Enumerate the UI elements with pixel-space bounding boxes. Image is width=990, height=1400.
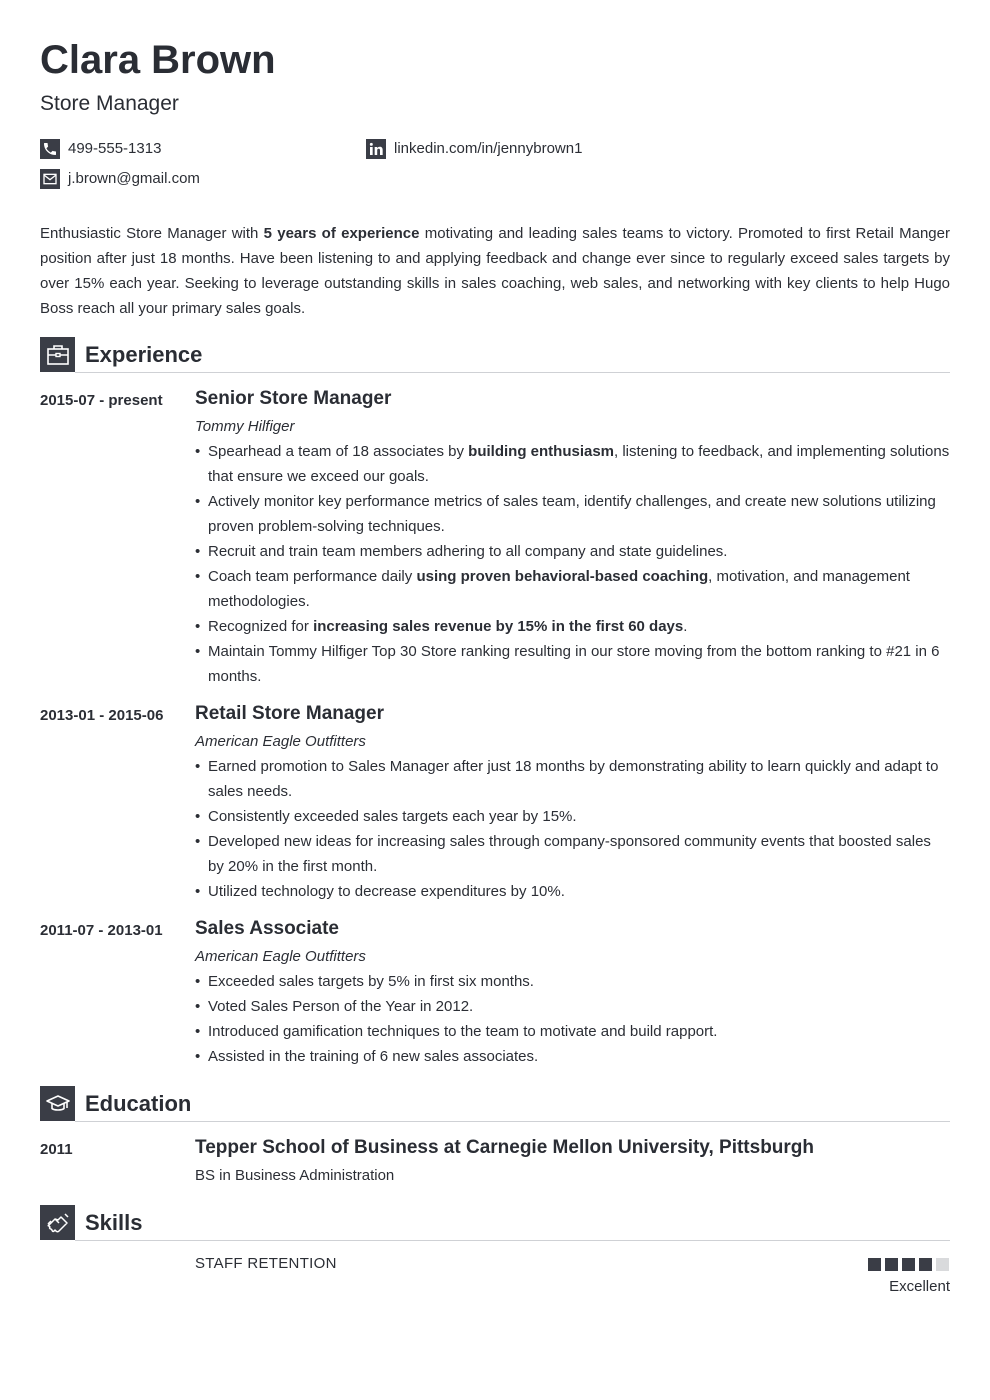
job-bullet: • Coach team performance daily using proven behavioral-based coaching, motivation, and management methodologies.	[195, 564, 950, 614]
section-divider	[75, 372, 950, 373]
summary-text-start: Enthusiastic Store Manager with	[40, 225, 264, 242]
education-year: 2011	[40, 1141, 73, 1158]
job-date: 2015-07 - present	[40, 392, 163, 409]
job-company: American Eagle Outfitters	[195, 948, 366, 965]
handshake-icon	[40, 1205, 75, 1240]
education-section-header	[40, 1086, 950, 1122]
job-bullet: • Utilized technology to decrease expenditures by 10%.	[195, 879, 950, 904]
skills-section-header	[40, 1205, 950, 1241]
section-divider	[75, 1121, 950, 1122]
job-company: Tommy Hilfiger	[195, 418, 295, 435]
job-details	[195, 385, 950, 689]
rating-square-empty	[936, 1258, 949, 1271]
job-bullets	[195, 969, 950, 1069]
job-bullet: • Earned promotion to Sales Manager after just 18 months by demonstrating ability to learn quickly and adapt to sales needs.	[195, 754, 950, 804]
job-bullets	[195, 754, 950, 904]
section-divider	[75, 1240, 950, 1241]
linkedin-icon	[366, 139, 386, 159]
job-bullet: • Consistently exceeded sales targets each year by 15%.	[195, 804, 950, 829]
candidate-name: Clara Brown	[40, 38, 276, 82]
job-details	[195, 915, 950, 1069]
job-bullet: • Introduced gamification techniques to the team to motivate and build rapport.	[195, 1019, 950, 1044]
education-school: Tepper School of Business at Carnegie Mellon University, Pittsburgh	[195, 1137, 815, 1158]
contact-email	[40, 169, 200, 189]
briefcase-icon	[40, 337, 75, 372]
contact-phone	[40, 139, 161, 159]
experience-section-header	[40, 337, 950, 373]
education-degree: BS in Business Administration	[195, 1167, 395, 1184]
job-bullet: • Assisted in the training of 6 new sales associates.	[195, 1044, 950, 1069]
job-date: 2013-01 - 2015-06	[40, 707, 164, 724]
rating-square-filled	[885, 1258, 898, 1271]
skill-level-label: Excellent	[889, 1278, 950, 1295]
job-role: Retail Store Manager	[195, 703, 384, 724]
summary-highlight: 5 years of experience	[263, 225, 420, 242]
job-bullets	[195, 439, 950, 689]
job-bullet: • Exceeded sales targets by 5% in first six months.	[195, 969, 950, 994]
profile-summary	[40, 221, 950, 321]
skill-rating	[868, 1258, 949, 1271]
job-bullet: • Voted Sales Person of the Year in 2012.	[195, 994, 950, 1019]
experience-heading: Experience	[85, 342, 203, 367]
rating-square-filled	[902, 1258, 915, 1271]
skills-heading: Skills	[85, 1210, 143, 1235]
job-date: 2011-07 - 2013-01	[40, 922, 163, 939]
skill-name: STAFF RETENTION	[195, 1255, 337, 1272]
envelope-icon	[40, 169, 60, 189]
job-bullet: • Developed new ideas for increasing sales through company-sponsored community events that boosted sales by 20% in the first month.	[195, 829, 950, 879]
linkedin-link[interactable]: linkedin.com/in/jennybrown1	[394, 140, 583, 157]
graduation-cap-icon	[40, 1086, 75, 1121]
rating-square-filled	[919, 1258, 932, 1271]
phone-icon	[40, 139, 60, 159]
phone-text: 499-555-1313	[68, 140, 162, 157]
rating-square-filled	[868, 1258, 881, 1271]
job-bullet: • Maintain Tommy Hilfiger Top 30 Store ranking resulting in our store moving from the bottom ranking to #21 in 6 months.	[195, 639, 950, 689]
contact-linkedin	[366, 139, 582, 159]
education-details	[195, 1134, 950, 1188]
job-role: Sales Associate	[195, 918, 339, 939]
job-role: Senior Store Manager	[195, 388, 392, 409]
job-bullet: • Actively monitor key performance metrics of sales team, identify challenges, and create new solutions utilizing proven problem-solving techniques.	[195, 489, 950, 539]
education-heading: Education	[85, 1091, 192, 1116]
job-bullet: • Recognized for increasing sales revenue by 15% in the first 60 days.	[195, 614, 950, 639]
job-details	[195, 700, 950, 904]
summary-text-end: motivating and leading sales teams to victory. Promoted to first Retail Manger position after just 18 months. Have been listening to and applying feedback and change ever since to regularly exceed sales targets by over 15% each year. Seeking to leverage outstanding skills in sales coaching, web sales, and networking with key clients to help Hugo Boss reach all your primary sales goals.	[40, 225, 950, 317]
job-bullet: • Recruit and train team members adhering to all company and state guidelines.	[195, 539, 950, 564]
job-company: American Eagle Outfitters	[195, 733, 366, 750]
email-link[interactable]: j.brown@gmail.com	[68, 170, 200, 187]
candidate-title: Store Manager	[40, 92, 179, 115]
job-bullet: • Spearhead a team of 18 associates by building enthusiasm, listening to feedback, and implementing solutions that ensure we exceed our goals.	[195, 439, 950, 489]
